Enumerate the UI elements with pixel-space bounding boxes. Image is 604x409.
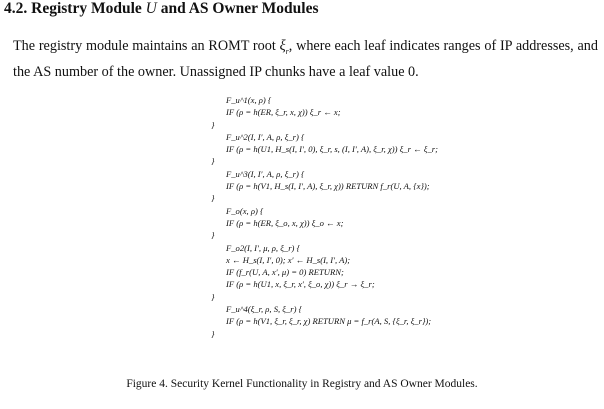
code-line: IF (ρ = h(U1, x, ξ_r, x′, ξ_o, χ)) ξ_r → ξ_r; — [226, 279, 375, 290]
code-line: IF (f_r(U, A, x′, μ) = 0) RETURN; — [226, 267, 344, 278]
paragraph-text-part1: The registry module maintains an ROMT root — [13, 38, 276, 54]
section-heading — [4, 0, 318, 18]
section-title-part1: Registry Module — [31, 0, 142, 17]
code-line: IF (ρ = h(V1, ξ_r, ξ_r, χ) RETURN μ = f_r(A, S, {ξ_r, ξ_r}); — [226, 316, 432, 327]
body-paragraph — [13, 36, 598, 83]
code-line: F_u^3(I, I′, A, ρ, ξ_r) { — [226, 168, 305, 179]
code-line: } — [211, 291, 215, 302]
code-line: x ← H_s(I, I′, 0); x′ ← H_s(I, I′, A); — [226, 254, 351, 265]
code-line: } — [211, 156, 215, 167]
code-line: } — [211, 193, 215, 204]
code-line: IF (ρ = h(ER, ξ_o, x, χ)) ξ_o ← x; — [226, 217, 344, 228]
code-line: IF (ρ = h(U1, H_s(I, I′, 0), ξ_r, s, (I, I′, A), ξ_r, χ)) ξ_r ← ξ_r; — [226, 144, 438, 155]
code-line: } — [211, 119, 215, 130]
xi-subscript: r — [285, 46, 289, 56]
code-line: IF (ρ = h(V1, H_s(I, I′, A), ξ_r, χ)) RETURN f_r(U, A, {x}); — [226, 181, 430, 192]
code-line: F_o2(I, I′, μ, ρ, ξ_r) { — [226, 242, 300, 253]
code-line: IF (ρ = h(ER, ξ_r, x, χ)) ξ_r ← x; — [226, 107, 341, 118]
xi-symbol — [280, 38, 289, 54]
section-number: 4.2. — [4, 0, 28, 17]
code-line: F_u^1(x, ρ) { — [226, 95, 272, 105]
code-line: F_u^4(ξ_r, ρ, S, ξ_r) { — [226, 304, 303, 315]
code-line: } — [211, 328, 215, 339]
xi-glyph: ξ — [279, 38, 286, 54]
section-title-part2: and AS Owner Modules — [160, 0, 319, 17]
code-line: F_u^2(I, I′, A, ρ, ξ_r) { — [226, 131, 305, 142]
section-title-variable: U — [145, 0, 157, 17]
code-line: F_o(x, ρ) { — [226, 205, 264, 216]
figure-caption: Figure 4. Security Kernel Functionality in Registry and AS Owner Modules. — [126, 378, 478, 390]
paragraph-text-part2: , where each leaf indicates ranges of IP addresses, and the AS number of the owner. Unassigned IP chunks have a leaf value 0. — [13, 38, 598, 80]
pseudocode-block — [211, 94, 591, 340]
code-line: } — [211, 230, 215, 241]
